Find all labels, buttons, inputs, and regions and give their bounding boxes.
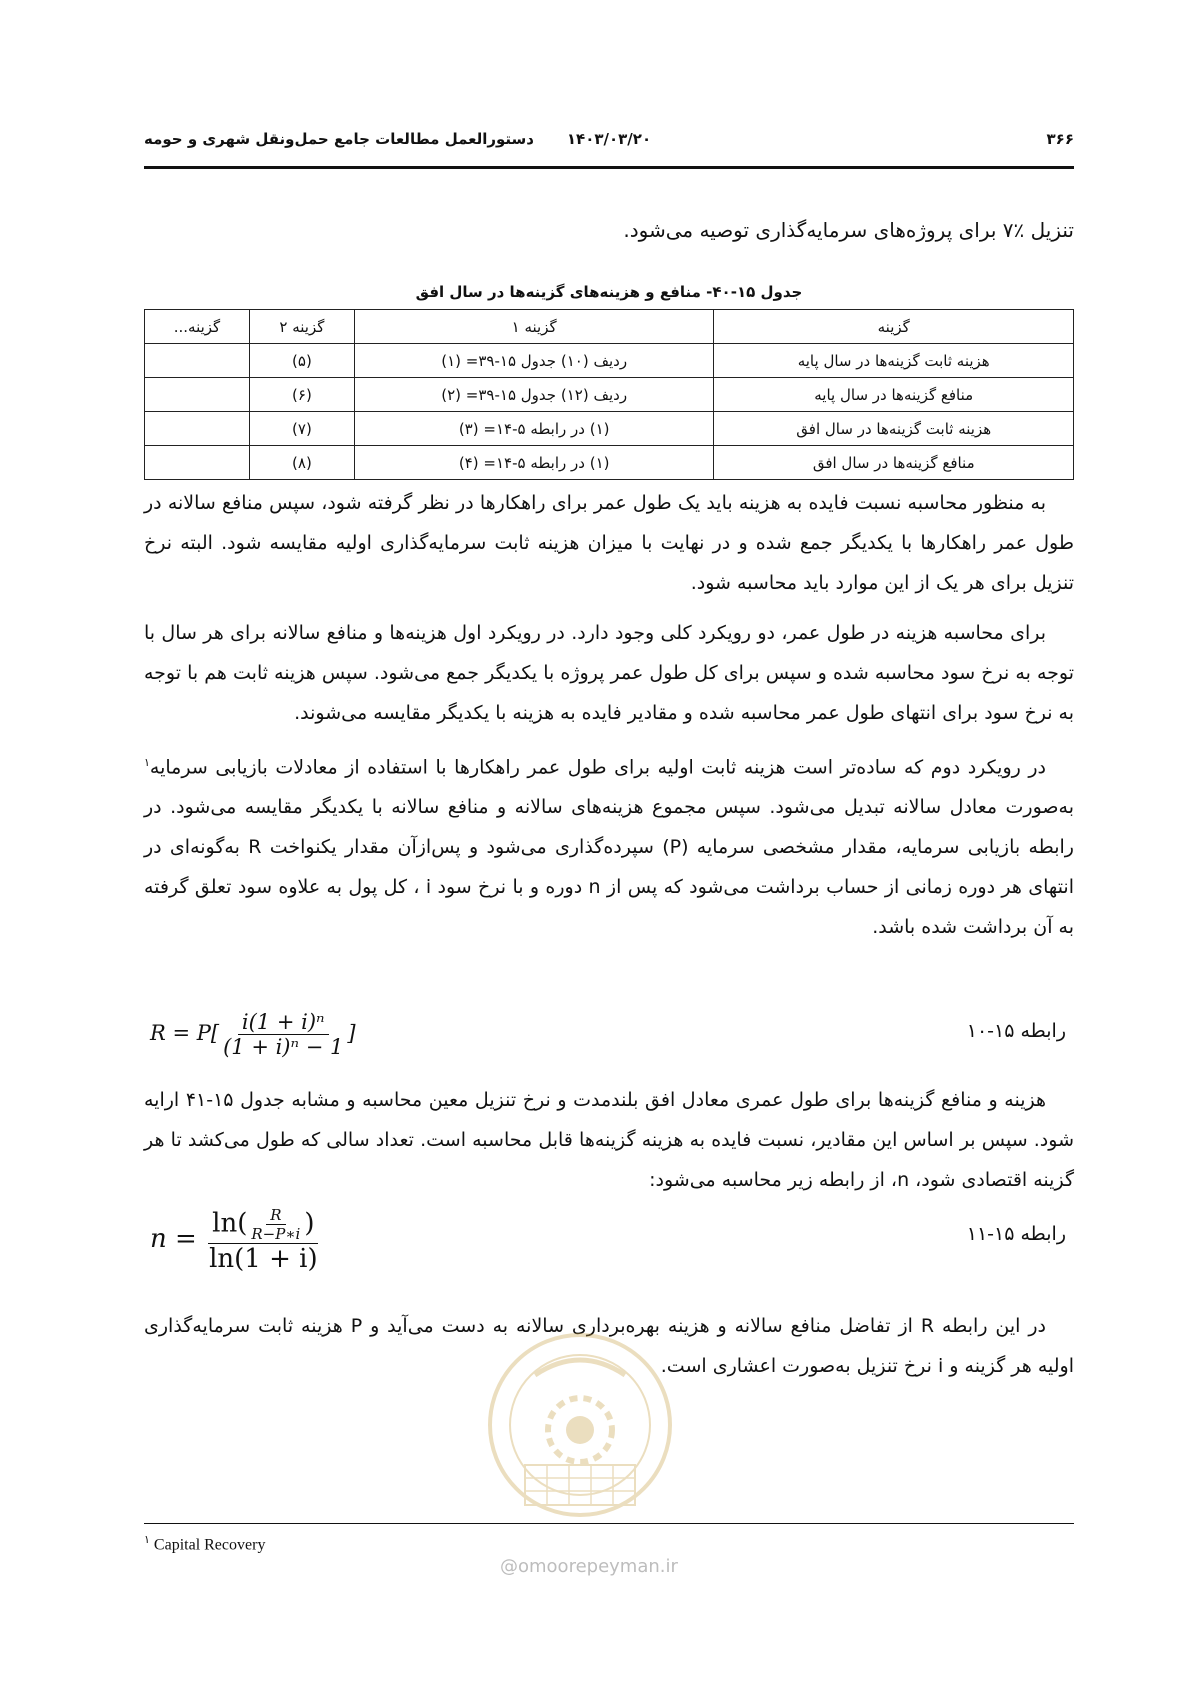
page-header bbox=[144, 130, 1074, 158]
table-header-cell: گزینه ۲ bbox=[249, 310, 354, 344]
table-row bbox=[145, 446, 1074, 480]
table-cell: (۱) در رابطه ۵-۱۴= (۳) bbox=[354, 412, 714, 446]
table-cell: ردیف (۱۰) جدول ۱۵-۳۹= (۱) bbox=[354, 344, 714, 378]
table-cell: (۷) bbox=[249, 412, 354, 446]
table-cell bbox=[145, 378, 250, 412]
table-header-cell: گزینه bbox=[714, 310, 1074, 344]
equation-close: ] bbox=[347, 1021, 356, 1045]
table-caption: جدول ۱۵-۴۰- منافع و هزینه‌های گزینه‌ها در سال افق bbox=[415, 283, 803, 301]
paragraph-definitions: در این رابطه R از تفاضل منافع سالانه و هزینه بهره‌برداری سالانه به دست می‌آید و P هزینه ثابت سرمایه‌گذاری اولیه هر گزینه و i نرخ تنزیل به‌صورت اعشاری است. bbox=[144, 1315, 1074, 1377]
paragraph-text: به‌صورت معادل سالانه تبدیل می‌شود. سپس مجموع هزینه‌های سالانه و منافع سالانه با یکدیگر مقایسه می‌شود. در رابطه بازیابی سرمایه، مقدار مشخصی سرمایه (P) سپرده‌گذاری می‌شود و پس‌ازآن مقدار یکنواخت R به‌گونه‌ای در انتهای هر دوره زمانی از حساب برداشت می‌شود که پس از n دوره و با نرخ سود i ، کل پول به علاوه سود تعلق گرفته به آن برداشت شده باشد. bbox=[144, 796, 1074, 939]
paragraph-payback: هزینه و منافع گزینه‌ها برای طول عمری معادل افق بلندمدت و نرخ تنزیل معین محاسبه و مشابه جدول ۱۵-۴۱ ارایه شود. سپس بر اساس این مقادیر، نسبت فایده به هزینه گزینه‌ها قابل محاسبه است. تعداد سالی که طول می‌کشد تا هر گزینه اقتصادی شود، n، از رابطه زیر محاسبه می‌شود: bbox=[144, 1089, 1074, 1191]
equation-label-10: رابطه ۱۵-۱۰ bbox=[966, 1020, 1066, 1042]
header-title: دستورالعمل مطالعات جامع حمل‌ونقل شهری و حومه bbox=[144, 130, 534, 148]
table-cell: (۵) bbox=[249, 344, 354, 378]
table-cell: (۸) bbox=[249, 446, 354, 480]
footnote bbox=[144, 1533, 265, 1554]
header-rule bbox=[144, 166, 1074, 169]
footnote-reference: ۱ bbox=[144, 756, 150, 769]
table-cell bbox=[145, 446, 250, 480]
inner-fraction bbox=[247, 1206, 304, 1243]
table-cell bbox=[145, 344, 250, 378]
table-cell: منافع گزینه‌ها در سال افق bbox=[714, 446, 1074, 480]
table-cell: منافع گزینه‌ها در سال پایه bbox=[714, 378, 1074, 412]
table-row bbox=[145, 344, 1074, 378]
equation-lhs: R = P[ bbox=[150, 1021, 220, 1045]
equation-lhs: n = bbox=[150, 1224, 197, 1254]
page-number: ۳۶۶ bbox=[1046, 130, 1074, 148]
footnote-text: Capital Recovery bbox=[153, 1536, 266, 1554]
equation-denominator: ln(1 + i) bbox=[209, 1244, 318, 1274]
watermark-text: @omoorepeyman.ir bbox=[500, 1556, 678, 1577]
equation-fraction bbox=[219, 1010, 347, 1059]
equation-fraction bbox=[205, 1206, 322, 1274]
paragraph-benefit-cost: به منظور محاسبه نسبت فایده به هزینه باید یک طول عمر برای راهکارها در نظر گرفته شود، سپس منافع سالانه در طول عمر راهکارها با یکدیگر جمع شده و در نهایت با میزان هزینه ثابت سرمایه‌گذاری اولیه مقایسه شود. البته نرخ تنزیل برای هر یک از این موارد باید محاسبه شود. bbox=[144, 492, 1074, 594]
equation-denominator: (1 + i)ⁿ − 1 bbox=[223, 1035, 344, 1059]
paragraph-capital-recovery bbox=[144, 743, 1074, 947]
equation-numerator: i(1 + i)ⁿ bbox=[238, 1010, 329, 1035]
watermark-logo-icon bbox=[485, 1330, 675, 1520]
equation-numerator bbox=[208, 1206, 318, 1244]
inner-denominator: R−P∗i bbox=[251, 1225, 301, 1243]
table-cell: هزینه ثابت گزینه‌ها در سال افق bbox=[714, 412, 1074, 446]
cost-benefit-table bbox=[144, 309, 1074, 480]
table-cell: ردیف (۱۲) جدول ۱۵-۳۹= (۲) bbox=[354, 378, 714, 412]
equation-capital-recovery bbox=[150, 1010, 356, 1059]
table-header-cell: گزینه... bbox=[145, 310, 250, 344]
paragraph-text: در رویکرد دوم که ساده‌تر است هزینه ثابت اولیه برای طول عمر راهکارها با استفاده از معادلات بازیابی سرمایه bbox=[149, 756, 1046, 779]
footnote-marker: ۱ bbox=[144, 1534, 150, 1546]
equation-payback-years bbox=[150, 1206, 322, 1274]
inner-numerator: R bbox=[266, 1206, 285, 1225]
table-row bbox=[145, 412, 1074, 446]
table-row bbox=[145, 378, 1074, 412]
ln-text: ln( bbox=[212, 1208, 248, 1239]
table-header-row bbox=[145, 310, 1074, 344]
paragraph-approaches: برای محاسبه هزینه در طول عمر، دو رویکرد کلی وجود دارد. در رویکرد اول هزینه‌ها و منافع سالانه برای هر سال با توجه به نرخ سود محاسبه شده و سپس برای کل طول عمر پروژه با یکدیگر جمع می‌شود. سپس هزینه ثابت هم با توجه به نرخ سود برای انتهای طول عمر محاسبه شده و مقادیر فایده به هزینه با یکدیگر مقایسه می‌شوند. bbox=[144, 622, 1074, 724]
footnote-rule bbox=[144, 1523, 1074, 1524]
table-cell: (۱) در رابطه ۵-۱۴= (۴) bbox=[354, 446, 714, 480]
equation-label-11: رابطه ۱۵-۱۱ bbox=[966, 1223, 1066, 1245]
table-cell: هزینه ثابت گزینه‌ها در سال پایه bbox=[714, 344, 1074, 378]
ln-close: ) bbox=[304, 1208, 315, 1239]
intro-line: تنزیل ٪۷ برای پروژه‌های سرمایه‌گذاری توصیه می‌شود. bbox=[623, 218, 1074, 242]
header-date: ۱۴۰۳/۰۳/۲۰ bbox=[566, 130, 652, 148]
table-cell: (۶) bbox=[249, 378, 354, 412]
table-header-cell: گزینه ۱ bbox=[354, 310, 714, 344]
table-cell bbox=[145, 412, 250, 446]
